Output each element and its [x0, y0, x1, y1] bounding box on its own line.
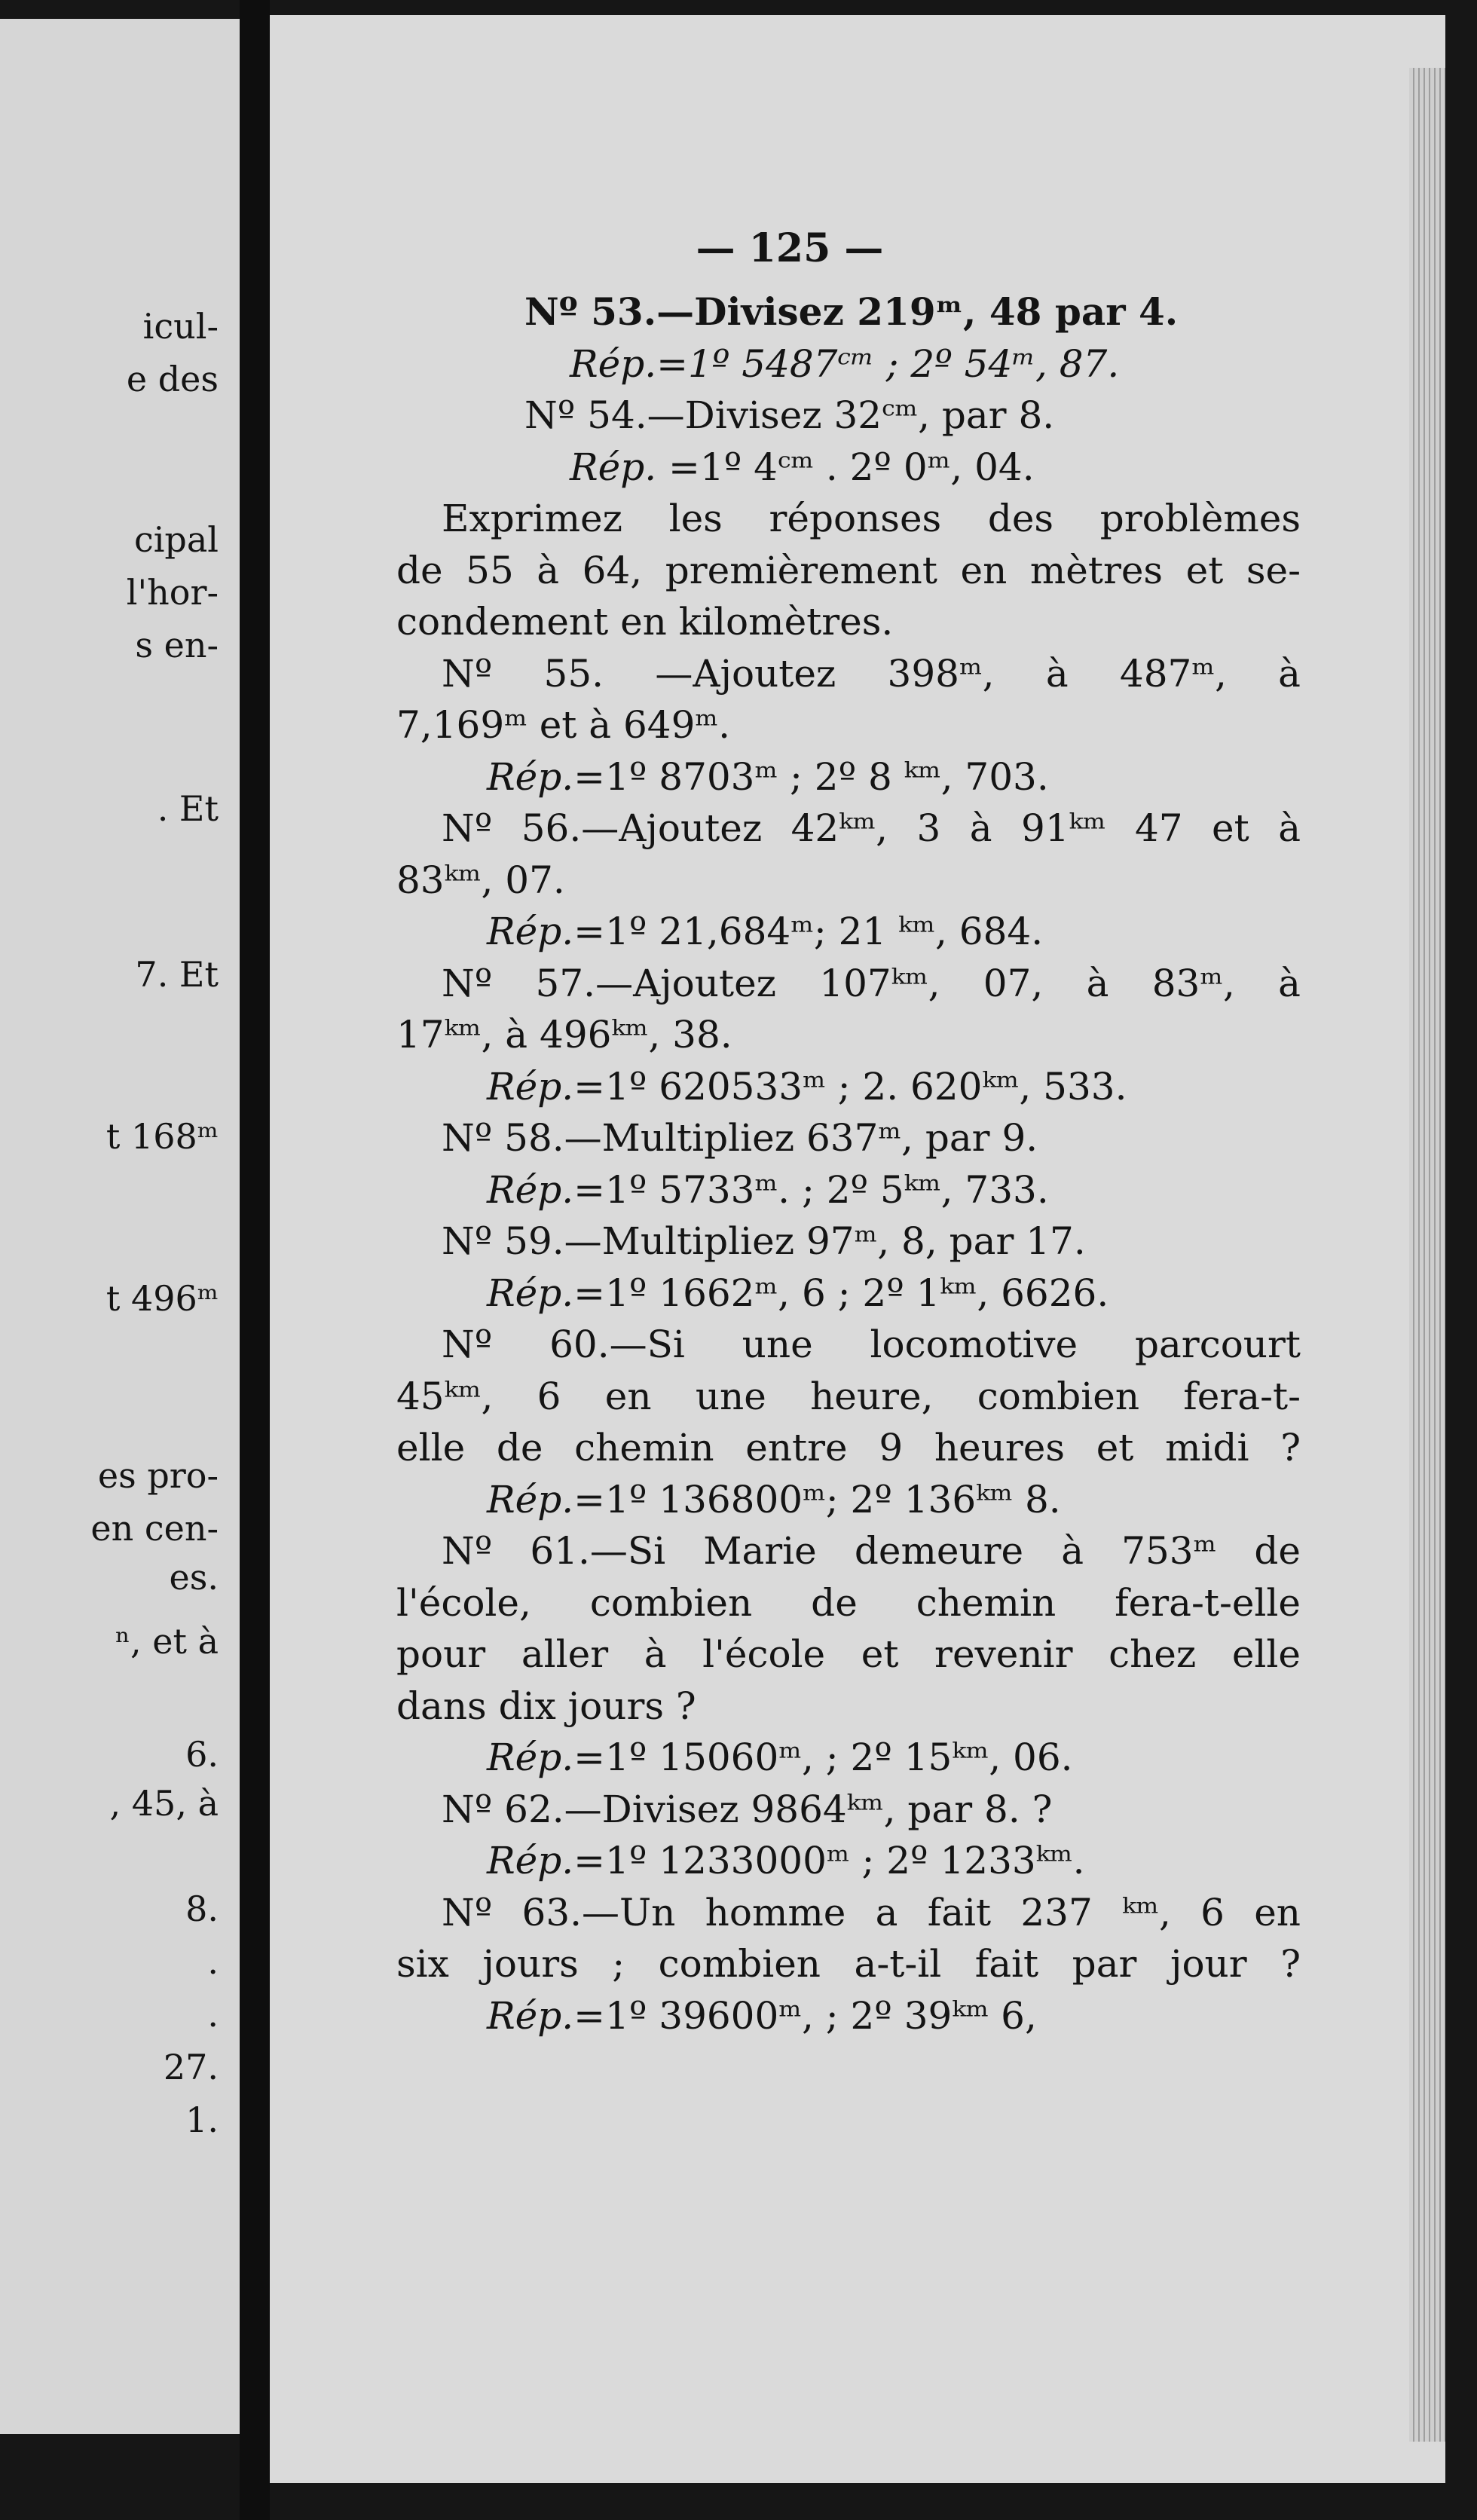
- left-fragment: 1.: [185, 2099, 219, 2140]
- answer-55: Rép.=1º 8703ᵐ ; 2º 8 ᵏᵐ, 703.: [487, 754, 1049, 799]
- answer-54: Rép. =1º 4ᶜᵐ . 2º 0ᵐ, 04.: [570, 445, 1035, 489]
- left-fragment: s en-: [135, 625, 219, 665]
- problem-63: Nº 63.—Un homme a fait 237 ᵏᵐ, 6 en: [442, 1890, 1301, 1934]
- left-fragment: e des: [126, 359, 219, 399]
- problem-59: Nº 59.—Multipliez 97ᵐ, 8, par 17.: [442, 1219, 1086, 1263]
- left-fragment: t 496ᵐ: [106, 1278, 219, 1319]
- left-fragment: .: [207, 1994, 219, 2035]
- answer-57: Rép.=1º 620533ᵐ ; 2. 620ᵏᵐ, 533.: [487, 1064, 1127, 1109]
- left-fragment: 7. Et: [135, 954, 219, 995]
- problem-61: Nº 61.—Si Marie demeure à 753ᵐ de: [442, 1529, 1301, 1573]
- problem-56: Nº 56.—Ajoutez 42ᵏᵐ, 3 à 91ᵏᵐ 47 et à: [442, 806, 1301, 850]
- answer-61: Rép.=1º 15060ᵐ, ; 2º 15ᵏᵐ, 06.: [487, 1736, 1073, 1779]
- left-fragment: es.: [169, 1557, 219, 1598]
- left-fragment: t 168ᵐ: [106, 1116, 219, 1157]
- right-page: [270, 15, 1445, 2483]
- answer-63: Rép.=1º 39600ᵐ, ; 2º 39ᵏᵐ 6,: [487, 1993, 1037, 2038]
- problem-54: Nº 54.—Divisez 32ᶜᵐ, par 8.: [524, 393, 1055, 437]
- left-fragment: l'hor-: [126, 572, 219, 613]
- problem-60-cont: elle de chemin entre 9 heures et midi ?: [396, 1426, 1301, 1469]
- problem-53: Nº 53.—Divisez 219ᵐ, 48 par 4.: [524, 289, 1179, 334]
- problem-61-cont: pour aller à l'école et revenir chez elle: [396, 1632, 1301, 1676]
- left-fragment: 6.: [185, 1734, 219, 1775]
- problem-63-cont: six jours ; combien a-t-il fait par jour ?: [396, 1942, 1301, 1986]
- problem-60: Nº 60.—Si une locomotive parcourt: [442, 1323, 1301, 1366]
- left-fragment: . Et: [157, 788, 219, 829]
- answer-58: Rép.=1º 5733ᵐ. ; 2º 5ᵏᵐ, 733.: [487, 1167, 1049, 1212]
- problem-61-cont: dans dix jours ?: [396, 1684, 696, 1728]
- left-fragment: .: [207, 1941, 219, 1982]
- problem-57: Nº 57.—Ajoutez 107ᵏᵐ, 07, à 83ᵐ, à: [442, 961, 1301, 1005]
- left-fragment: cipal: [133, 519, 219, 560]
- problem-62: Nº 62.—Divisez 9864ᵏᵐ, par 8. ?: [442, 1787, 1053, 1831]
- left-fragment: 27.: [163, 2047, 219, 2087]
- answer-59: Rép.=1º 1662ᵐ, 6 ; 2º 1ᵏᵐ, 6626.: [487, 1271, 1109, 1315]
- left-fragment: 8.: [185, 1888, 219, 1929]
- left-fragment: icul-: [142, 306, 219, 347]
- problem-61-cont: l'école, combien de chemin fera-t-elle: [396, 1580, 1301, 1625]
- left-page: [0, 19, 240, 2434]
- answer-56: Rép.=1º 21,684ᵐ; 21 ᵏᵐ, 684.: [487, 910, 1044, 953]
- problem-60-cont: 45ᵏᵐ, 6 en une heure, combien fera-t-: [396, 1374, 1301, 1418]
- intro-line: condement en kilomètres.: [396, 600, 894, 644]
- problem-55-cont: 7,169ᵐ et à 649ᵐ.: [396, 703, 730, 747]
- left-fragment: es pro-: [97, 1455, 219, 1496]
- answer-60: Rép.=1º 136800ᵐ; 2º 136ᵏᵐ 8.: [487, 1477, 1061, 1521]
- answer-62: Rép.=1º 1233000ᵐ ; 2º 1233ᵏᵐ.: [487, 1839, 1085, 1882]
- left-fragment: ⁿ, et à: [115, 1621, 219, 1662]
- intro-line: Exprimez les réponses des problèmes: [442, 497, 1301, 540]
- problem-57-cont: 17ᵏᵐ, à 496ᵏᵐ, 38.: [396, 1013, 732, 1057]
- problem-56-cont: 83ᵏᵐ, 07.: [396, 858, 565, 902]
- book-gutter: [240, 0, 270, 2520]
- answer-53: Rép.=1º 5487ᶜᵐ ; 2º 54ᵐ, 87.: [570, 341, 1120, 386]
- problem-58: Nº 58.—Multipliez 637ᵐ, par 9.: [442, 1116, 1038, 1160]
- problem-55: Nº 55. —Ajoutez 398ᵐ, à 487ᵐ, à: [442, 651, 1301, 696]
- left-fragment: en cen-: [90, 1508, 219, 1549]
- problems-block: [396, 286, 1301, 2041]
- page-number: — 125 —: [696, 225, 884, 271]
- page-edge: [1409, 68, 1445, 2442]
- left-fragment: , 45, à: [109, 1783, 219, 1824]
- intro-line: de 55 à 64, premièrement en mètres et se-: [396, 548, 1301, 592]
